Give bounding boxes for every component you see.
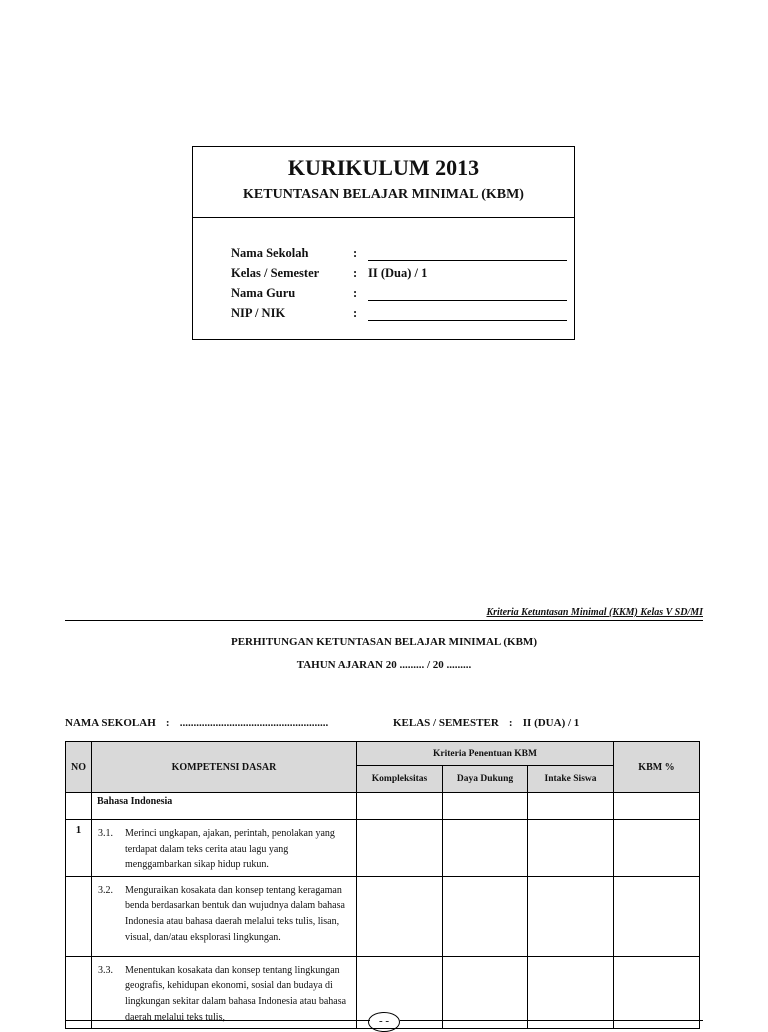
school-meta bbox=[65, 717, 328, 729]
school-value[interactable]: ...................................................... bbox=[179, 717, 329, 729]
complexity-cell[interactable] bbox=[357, 820, 443, 877]
header-complexity: Kompleksitas bbox=[357, 766, 443, 793]
field-colon: : bbox=[353, 246, 358, 260]
row-number bbox=[66, 956, 92, 1028]
cover-box bbox=[192, 146, 575, 340]
field-label: Nama Sekolah bbox=[231, 246, 309, 260]
teacher-blank-line[interactable] bbox=[368, 287, 567, 301]
field-school bbox=[231, 241, 571, 261]
kd-number: 3.2. bbox=[98, 884, 113, 896]
field-label: Nama Guru bbox=[231, 286, 296, 300]
support-cell[interactable] bbox=[443, 820, 528, 877]
header-criteria: Kriteria Penentuan KBM bbox=[357, 742, 614, 766]
cover-header bbox=[193, 147, 574, 218]
class-meta bbox=[393, 717, 579, 729]
row-number bbox=[66, 876, 92, 956]
field-colon: : bbox=[353, 286, 358, 300]
kd-text: Menguraikan kosakata dan konsep tentang keragaman benda berdasarkan bentuk dan wujudnya dalam bahasa Indonesia atau bahasa daerah melalui teks tulis, lisan, visual, dan/atau eksplorasi lingkungan. bbox=[125, 884, 345, 943]
school-blank-line[interactable] bbox=[368, 247, 567, 261]
kbm-cell[interactable] bbox=[614, 793, 700, 820]
running-header: Kriteria Ketuntasan Minimal (KKM) Kelas V SD/MI bbox=[486, 607, 703, 618]
subject-name: Bahasa Indonesia bbox=[92, 793, 357, 820]
table-row bbox=[66, 876, 700, 956]
row-number: 1 bbox=[66, 820, 92, 877]
nip-blank-line[interactable] bbox=[368, 307, 567, 321]
complexity-cell[interactable] bbox=[357, 876, 443, 956]
table-row bbox=[66, 820, 700, 877]
footer-divider-left bbox=[65, 1020, 370, 1021]
header-support: Daya Dukung bbox=[443, 766, 528, 793]
class-label: KELAS / SEMESTER bbox=[393, 717, 499, 729]
kbm-cell[interactable] bbox=[614, 956, 700, 1028]
support-cell[interactable] bbox=[443, 876, 528, 956]
school-label: NAMA SEKOLAH bbox=[65, 717, 156, 729]
kd-cell bbox=[92, 820, 357, 877]
field-value: II (Dua) / 1 bbox=[368, 266, 428, 280]
kd-text: Menentukan kosakata dan konsep tentang lingkungan geografis, kehidupan ekonomi, sosial dan budaya di lingkungan sekitar dalam bahasa Indonesia atau bahasa daerah melalui teks tulis, bbox=[125, 964, 347, 1023]
table-header-row bbox=[66, 742, 700, 766]
kbm-cell[interactable] bbox=[614, 876, 700, 956]
field-teacher bbox=[231, 281, 571, 301]
cover-title: KURIKULUM 2013 bbox=[287, 155, 480, 180]
complexity-cell[interactable] bbox=[357, 793, 443, 820]
support-cell[interactable] bbox=[443, 793, 528, 820]
header-intake: Intake Siswa bbox=[528, 766, 614, 793]
subject-row bbox=[66, 793, 700, 820]
intake-cell[interactable] bbox=[528, 820, 614, 877]
kbm-table bbox=[65, 741, 700, 1029]
subject-no-cell bbox=[66, 793, 92, 820]
cover-fields bbox=[231, 241, 571, 321]
field-label: Kelas / Semester bbox=[231, 266, 320, 280]
school-colon: : bbox=[165, 717, 170, 729]
kd-cell bbox=[92, 876, 357, 956]
field-class-semester bbox=[231, 261, 571, 281]
field-label: NIP / NIK bbox=[231, 306, 286, 320]
intake-cell[interactable] bbox=[528, 876, 614, 956]
academic-year: TAHUN AJARAN 20 ......... / 20 ......... bbox=[296, 659, 472, 671]
sheet-title: PERHITUNGAN KETUNTASAN BELAJAR MINIMAL (KBM) bbox=[231, 636, 537, 648]
class-colon: : bbox=[508, 717, 513, 729]
kd-text: Merinci ungkapan, ajakan, perintah, penolakan yang terdapat dalam teks cerita atau lagu yang menggambarkan sikap hidup rukun. bbox=[125, 828, 335, 871]
field-colon: : bbox=[353, 266, 358, 280]
cover-subtitle: KETUNTASAN BELAJAR MINIMAL (KBM) bbox=[243, 187, 524, 202]
class-value: II (DUA) / 1 bbox=[522, 717, 580, 729]
intake-cell[interactable] bbox=[528, 793, 614, 820]
header-kbm-percent: KBM % bbox=[614, 742, 700, 793]
intake-cell[interactable] bbox=[528, 956, 614, 1028]
support-cell[interactable] bbox=[443, 956, 528, 1028]
page-number-mark: - - bbox=[368, 1012, 400, 1032]
kbm-cell[interactable] bbox=[614, 820, 700, 877]
header-kompetensi-dasar: KOMPETENSI DASAR bbox=[92, 742, 357, 793]
header-no: NO bbox=[66, 742, 92, 793]
header-divider bbox=[65, 620, 703, 621]
kd-cell bbox=[92, 956, 357, 1028]
field-nip bbox=[231, 301, 571, 321]
kd-number: 3.3. bbox=[98, 964, 113, 976]
kd-number: 3.1. bbox=[98, 828, 113, 839]
footer-divider-right bbox=[400, 1020, 703, 1021]
field-colon: : bbox=[353, 306, 358, 320]
